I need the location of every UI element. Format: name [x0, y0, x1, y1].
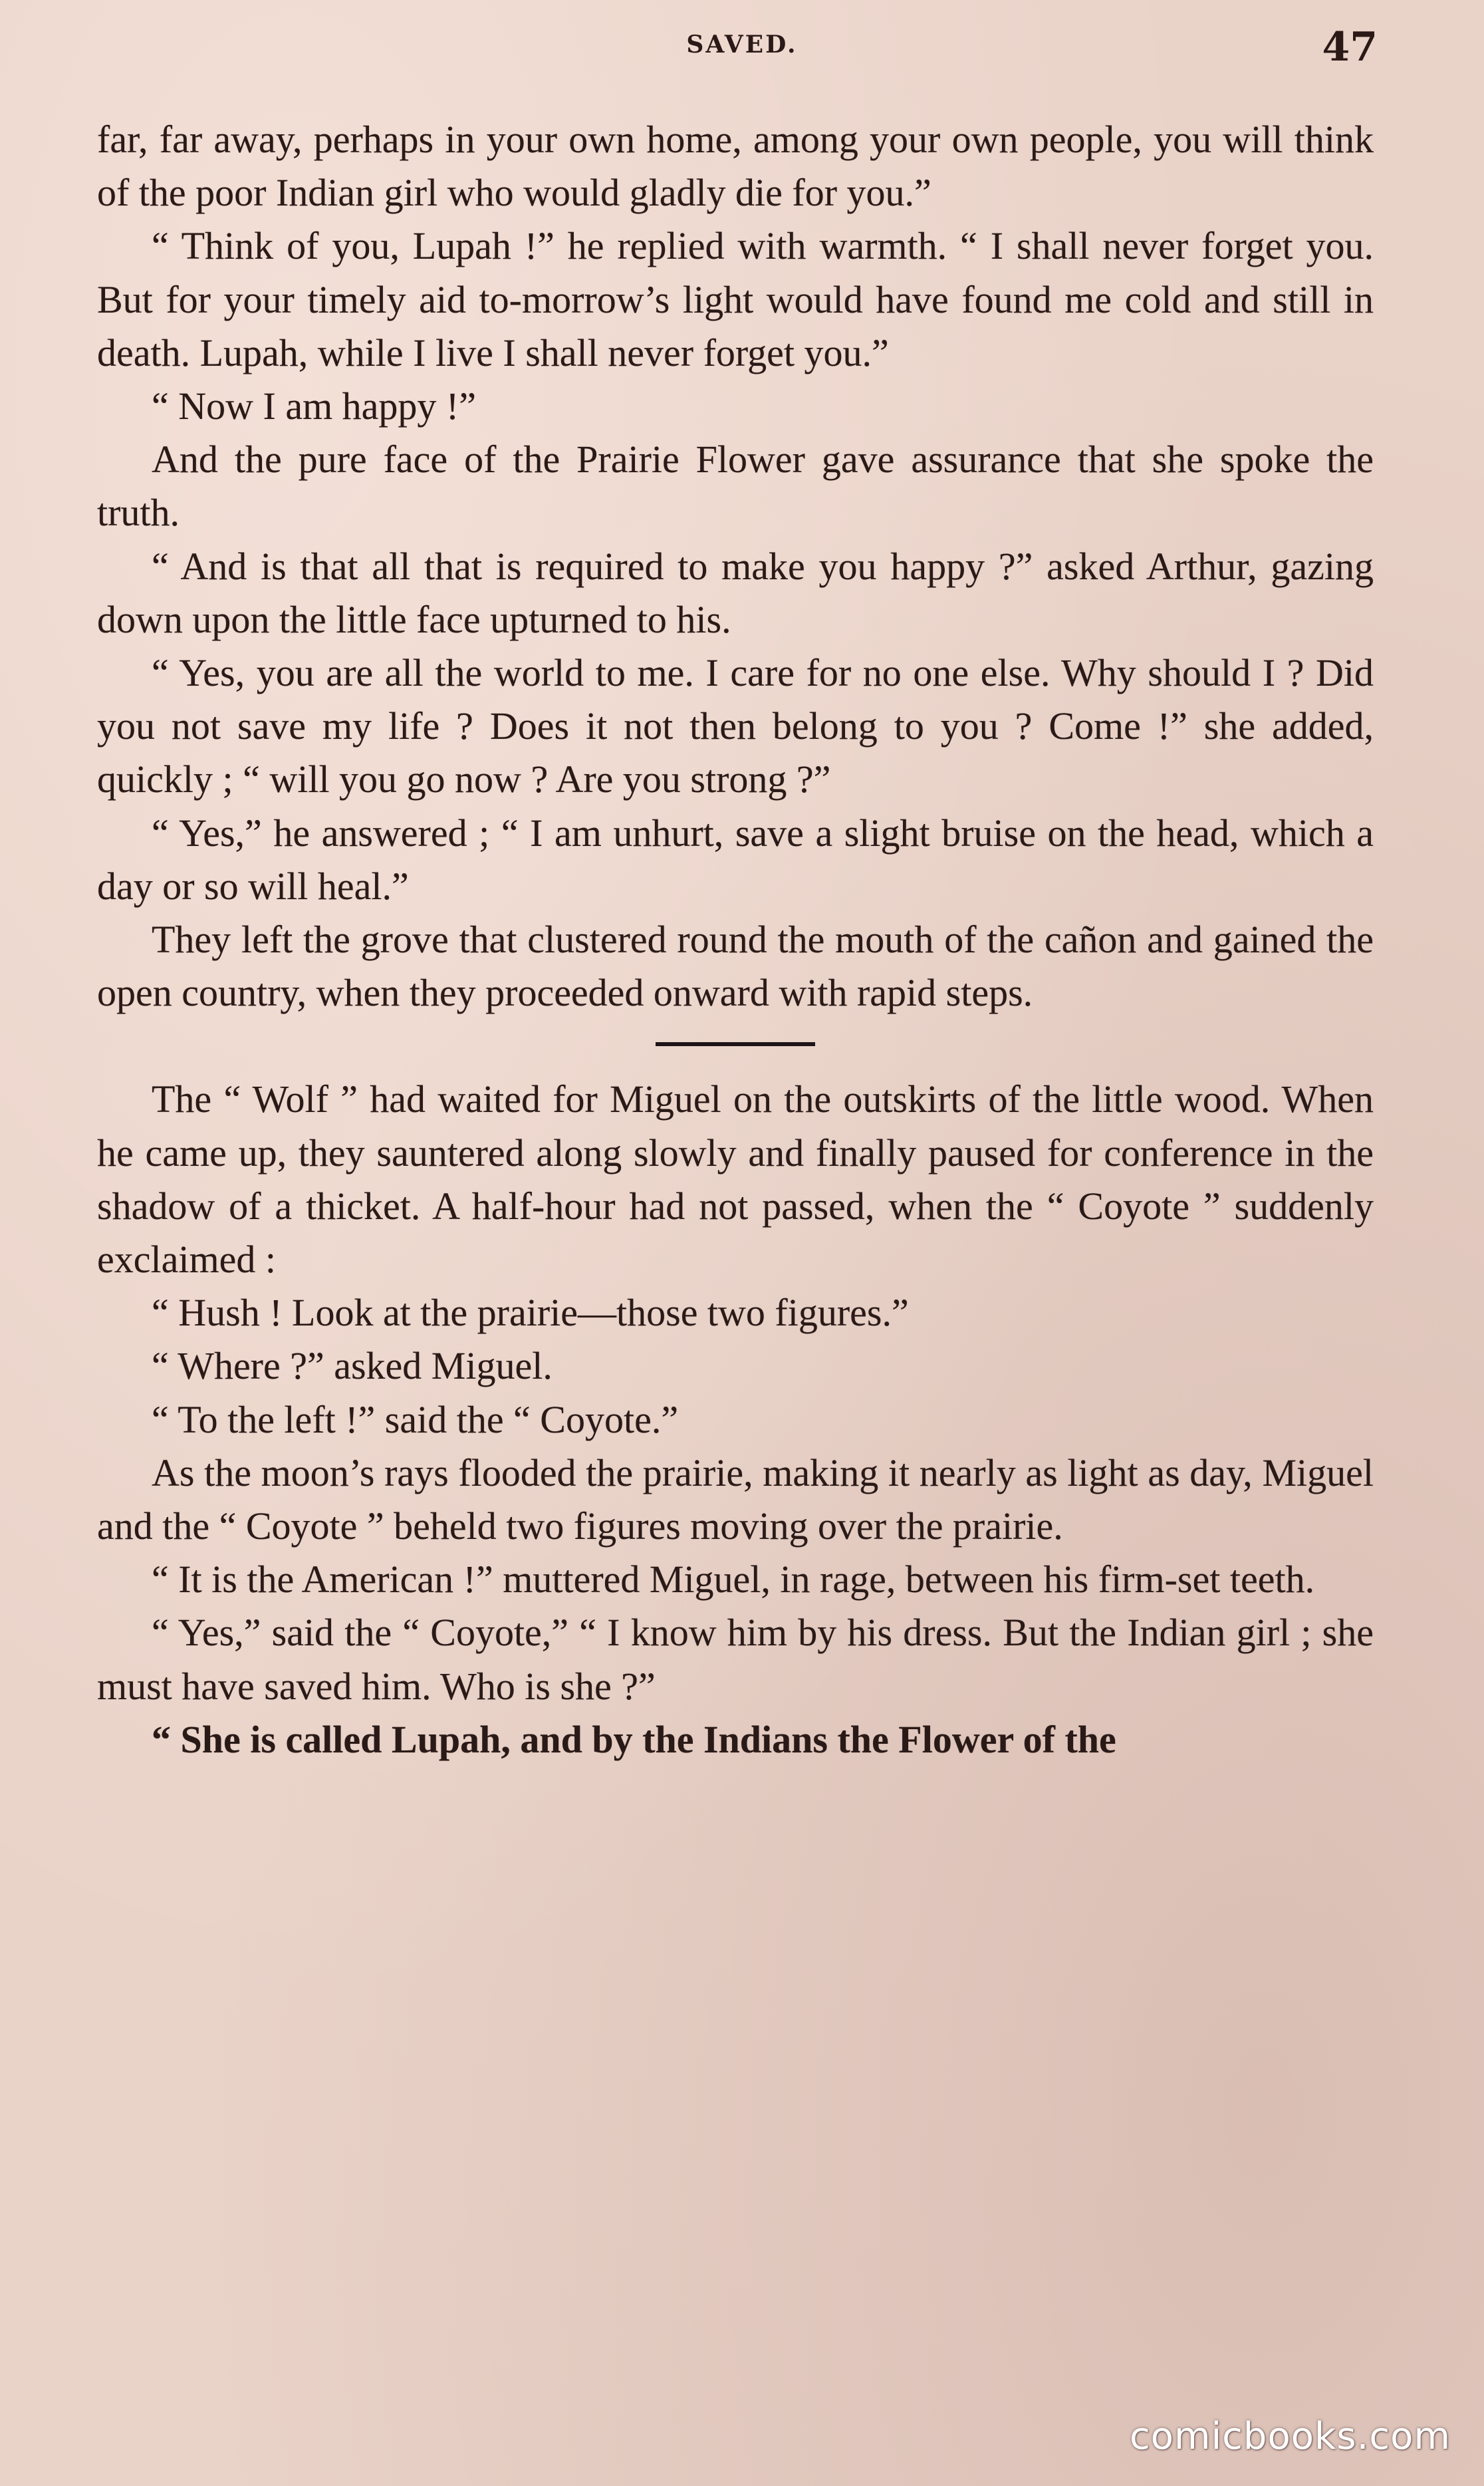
paragraph: “ Yes,” he answered ; “ I am unhurt, save a slight bruise on the head, which a day or so will heal.” — [97, 811, 1374, 908]
paragraph: “ And is that all that is required to make you happy ?” asked Arthur, gazing down upon the little face upturned to his. — [97, 544, 1374, 641]
paragraph: “ It is the American !” muttered Miguel, in rage, between his firm-set teeth. — [152, 1558, 1315, 1601]
paragraph: The “ Wolf ” had waited for Miguel on the outskirts of the little wood. When he came up, they sauntered along slowly and finally paused for conference in the shadow of a thicket. A half-hour had not passed, when the “ Coyote ” suddenly exclaimed : — [97, 1077, 1374, 1282]
paragraph: “ Yes, you are all the world to me. I care for no one else. Why should I ? Did you not save my life ? Does it not then belong to you ? Come !” she added, quickly ; “ will you go now ? Are you strong ?” — [97, 651, 1374, 801]
page-number: 47 — [1322, 24, 1378, 70]
paragraph: And the pure face of the Prairie Flower gave assurance that she spoke the truth. — [97, 438, 1374, 535]
running-head — [0, 24, 1484, 77]
paragraph: They left the grove that clustered round the mouth of the cañon and gained the open country, when they proceeded onward with rapid steps. — [97, 918, 1374, 1015]
paragraph: As the moon’s rays flooded the prairie, making it nearly as light as day, Miguel and the “ Coyote ” beheld two figures moving over the prairie. — [97, 1450, 1374, 1548]
paragraph: “ To the left !” said the “ Coyote.” — [152, 1397, 679, 1441]
section-break — [97, 1020, 1374, 1073]
paragraph: “ Yes,” said the “ Coyote,” “ I know him by his dress. But the Indian girl ; she must have saved him. Who is she ?” — [97, 1611, 1374, 1708]
section-divider-rule — [656, 1042, 815, 1046]
paragraph: “ Hush ! Look at the prairie—those two figures.” — [152, 1291, 909, 1335]
paragraph: “ Think of you, Lupah !” he replied with warmth. “ I shall never forget you. But for your timely aid to-morrow’s light would have found me cold and still in death. Lupah, while I live I shall never forget you.” — [97, 224, 1374, 374]
paragraph: far, far away, perhaps in your own home, among your own people, you will think of the poor Indian girl who would gladly die for you.” — [97, 118, 1374, 215]
paragraph: “ Now I am happy !” — [152, 384, 476, 428]
running-title: SAVED. — [686, 31, 798, 59]
paragraph-last-line: “ She is called Lupah, and by the Indians the Flower of the — [152, 1717, 1116, 1761]
body-text — [97, 113, 1374, 1766]
paragraph: “ Where ?” asked Miguel. — [152, 1344, 553, 1388]
watermark: comicbooks.com — [1129, 2415, 1451, 2458]
